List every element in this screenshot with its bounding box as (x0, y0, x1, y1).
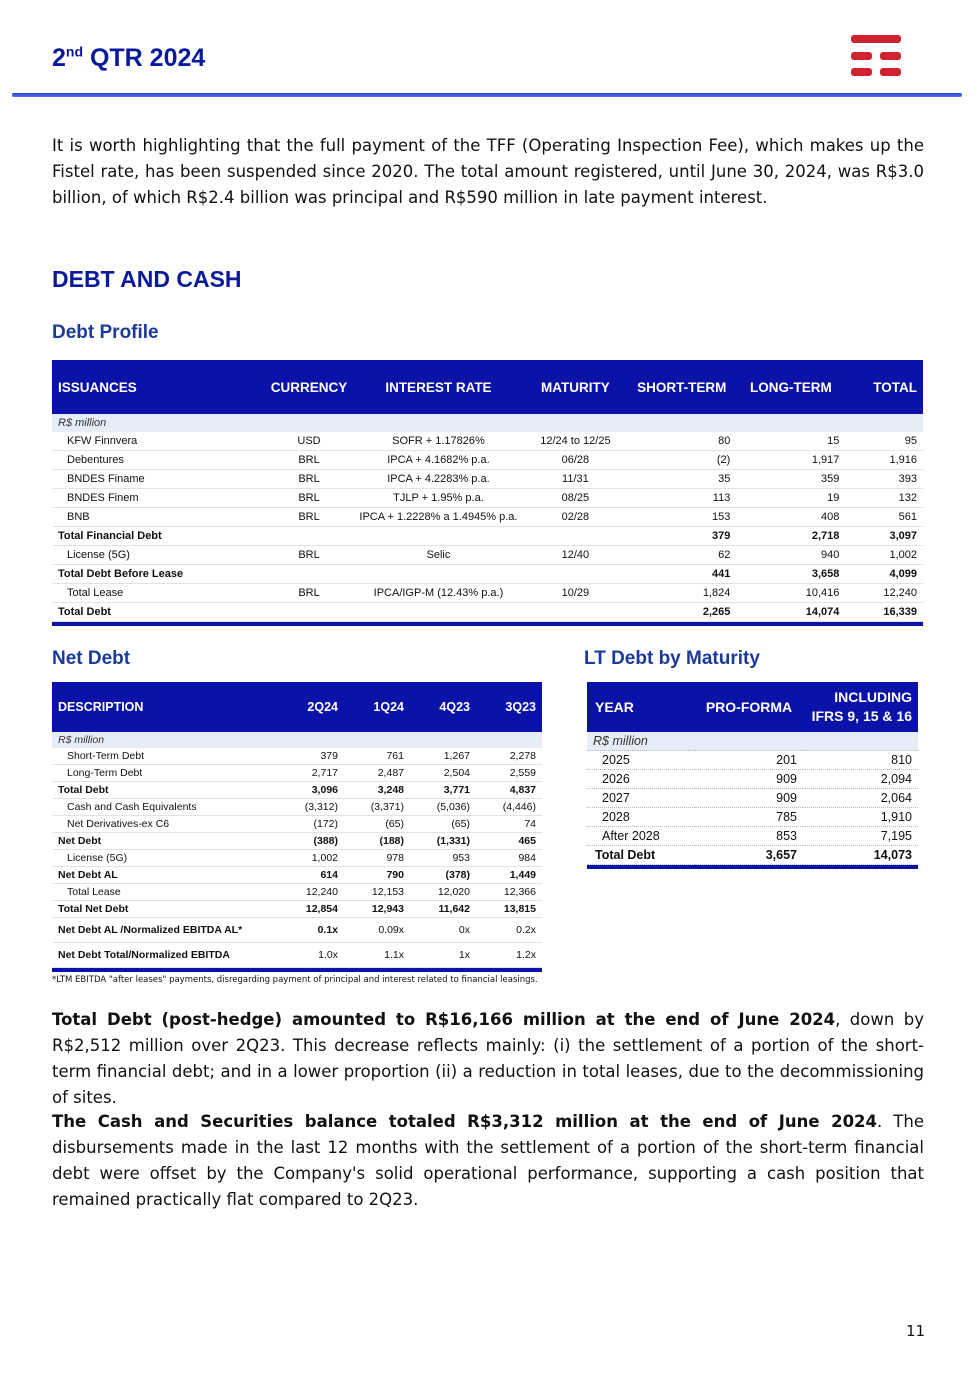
col-header: 3Q23 (476, 682, 542, 732)
col-header: 1Q24 (344, 682, 410, 732)
table-row: 2028 785 1,910 (587, 808, 918, 827)
net-debt-table-wrapper (52, 682, 542, 972)
col-header: PRO-FORMA (695, 682, 803, 732)
col-header: 4Q23 (410, 682, 476, 732)
page-title: 2nd QTR 2024 (52, 43, 206, 72)
table-bottom-rule (587, 865, 918, 869)
table-row-ratio: Net Debt AL /Normalized EBITDA AL* 0.1x 0.09x 0x 0.2x (52, 918, 542, 943)
table-row: Total Lease BRL IPCA/IGP-M (12.43% p.a.) 10/29 1,824 10,416 12,240 (52, 584, 923, 603)
cash-paragraph: The Cash and Securities balance totaled R$3,312 million at the end of June 2024. The disbursements made in the last 12 months with the settlement of a portion of the short-term financial debt were offset by the Company's solid operational performance, supporting a cash position that remained practically flat compared to 2Q23. (52, 1112, 924, 1209)
col-header: CURRENCY (265, 360, 354, 414)
table-row: Long-Term Debt 2,717 2,487 2,504 2,559 (52, 765, 542, 782)
table-row: Net Derivatives-ex C6 (172) (65) (65) 74 (52, 816, 542, 833)
net-debt-table (52, 682, 542, 968)
table-row: BNDES Finem BRL TJLP + 1.95% p.a. 08/25 113 19 132 (52, 489, 923, 508)
col-header: INCLUDING IFRS 9, 15 & 16 (803, 682, 918, 732)
table-row: Total Lease 12,240 12,153 12,020 12,366 (52, 884, 542, 901)
company-logo-icon (851, 35, 901, 77)
lt-debt-title: LT Debt by Maturity (584, 648, 760, 669)
table-row: License (5G) 1,002 978 953 984 (52, 850, 542, 867)
debt-profile-table (52, 360, 923, 622)
table-row-total: Total Debt 3,657 14,073 (587, 846, 918, 865)
table-row-total: Net Debt AL 614 790 (378) 1,449 (52, 867, 542, 884)
lt-debt-table (587, 682, 918, 865)
table-row-total: Total Debt 2,265 14,074 16,339 (52, 603, 923, 622)
col-header: YEAR (587, 682, 695, 732)
table-row: Cash and Cash Equivalents (3,312) (3,371) (5,036) (4,446) (52, 799, 542, 816)
col-header: MATURITY (524, 360, 628, 414)
table-row: 2025 201 810 (587, 751, 918, 770)
net-debt-title: Net Debt (52, 648, 131, 669)
table-row: 2026 909 2,094 (587, 770, 918, 789)
col-header: INTEREST RATE (353, 360, 523, 414)
table-row-total: Net Debt (388) (188) (1,331) 465 (52, 833, 542, 850)
table-header-row (52, 682, 542, 732)
table-bottom-rule (52, 968, 542, 972)
col-header: ISSUANCES (52, 360, 265, 414)
header-rule (12, 93, 962, 97)
table-row: KFW Finnvera USD SOFR + 1.17826% 12/24 to 12/25 80 15 95 (52, 432, 923, 451)
col-header: DESCRIPTION (52, 682, 278, 732)
table-row-total: Total Debt Before Lease 441 3,658 4,099 (52, 565, 923, 584)
table-row-total: Total Financial Debt 379 2,718 3,097 (52, 527, 923, 546)
unit-label: R$ million (52, 732, 542, 748)
table-row: BNB BRL IPCA + 1.2228% a 1.4945% p.a. 02/28 153 408 561 (52, 508, 923, 527)
section-title: DEBT AND CASH (52, 266, 242, 292)
debt-profile-title: Debt Profile (52, 322, 159, 343)
table-row-total: Total Debt 3,096 3,248 3,771 4,837 (52, 782, 542, 799)
unit-label: R$ million (52, 414, 923, 432)
table-row: Debentures BRL IPCA + 4.1682% p.a. 06/28 (2) 1,917 1,916 (52, 451, 923, 470)
table-row: BNDES Finame BRL IPCA + 4.2283% p.a. 11/31 35 359 393 (52, 470, 923, 489)
col-header: TOTAL (845, 360, 923, 414)
debt-profile-table-wrapper (52, 360, 923, 626)
table-row: License (5G) BRL Selic 12/40 62 940 1,002 (52, 546, 923, 565)
table-row: After 2028 853 7,195 (587, 827, 918, 846)
debt-paragraph: Total Debt (post-hedge) amounted to R$16,166 million at the end of June 2024, down by R$2,512 million over 2Q23. This decrease reflects mainly: (i) the settlement of a portion of the short-term financial debt; and in a lower proportion (ii) a reduction in total leases, due to the decommissioning of sites. (52, 1010, 924, 1107)
table-row: Short-Term Debt 379 761 1,267 2,278 (52, 748, 542, 765)
table-row-total: Total Net Debt 12,854 12,943 11,642 13,815 (52, 901, 542, 918)
lt-debt-table-wrapper (587, 682, 918, 869)
net-debt-footnote: *LTM EBITDA "after leases" payments, disregarding payment of principal and interest related to financial leasings. (52, 975, 538, 985)
table-header-row (52, 360, 923, 414)
page-number: 11 (906, 1322, 926, 1340)
table-row-ratio: Net Debt Total/Normalized EBITDA 1.0x 1.1x 1x 1.2x (52, 943, 542, 968)
col-header: SHORT-TERM (627, 360, 736, 414)
table-row: 2027 909 2,064 (587, 789, 918, 808)
intro-paragraph: It is worth highlighting that the full payment of the TFF (Operating Inspection Fee), which makes up the Fistel rate, has been suspended since 2020. The total amount registered, until June 30, 2024, was R$3.0 billion, of which R$2.4 billion was principal and R$590 million in late payment interest. (52, 136, 924, 207)
col-header: 2Q24 (278, 682, 344, 732)
table-header-row (587, 682, 918, 732)
col-header: LONG-TERM (736, 360, 845, 414)
table-bottom-rule (52, 622, 923, 626)
unit-label: R$ million (587, 732, 918, 751)
